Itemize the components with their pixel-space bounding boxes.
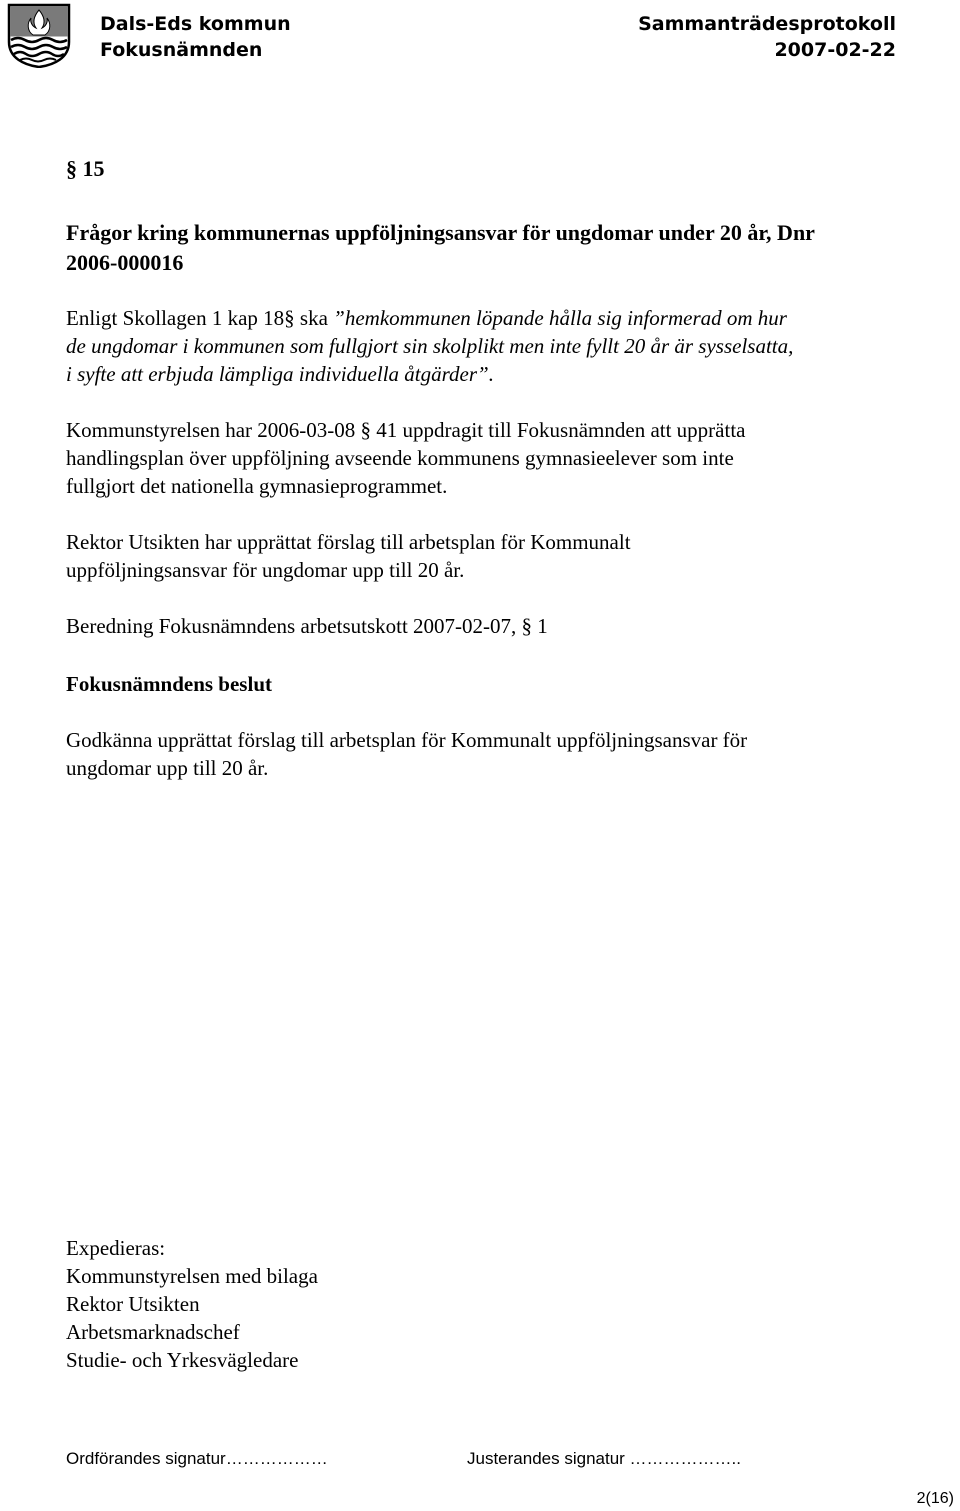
document-type: Sammanträdesprotokoll xyxy=(638,13,896,35)
distribution-recipient: Studie- och Yrkesvägledare xyxy=(66,1348,299,1372)
distribution-recipient: Rektor Utsikten xyxy=(66,1292,200,1316)
meeting-date: 2007-02-22 xyxy=(774,39,896,61)
section-symbol: § xyxy=(360,418,372,442)
section-number xyxy=(66,155,105,183)
distribution-label: Expedieras: xyxy=(66,1236,166,1260)
section-title-line-2: 2006-000016 xyxy=(66,250,184,275)
decision-line: ungdomar upp till 20 år. xyxy=(66,756,269,780)
section-title-line-1: Frågor kring kommunernas uppföljningsansvar för ungdomar under 20 år, Dnr xyxy=(66,220,815,245)
decision-heading: Fokusnämndens beslut xyxy=(66,672,272,696)
distribution-recipient: Kommunstyrelsen med bilaga xyxy=(66,1264,318,1288)
header-right xyxy=(638,11,896,63)
paragraph-school-law xyxy=(66,304,906,388)
paragraph-line: Kommunstyrelsen har 2006-03-08 § 41 uppdragit till Fokusnämnden att upprätta xyxy=(66,418,746,442)
decision-text xyxy=(66,726,906,782)
paragraph-line: fullgjort det nationella gymnasieprogrammet. xyxy=(66,474,448,498)
section-symbol: § xyxy=(284,306,295,330)
decision-line: Godkänna upprättat förslag till arbetsplan för Kommunalt uppföljningsansvar för xyxy=(66,728,748,752)
chair-signature-field: Ordförandes signatur……………… xyxy=(66,1449,328,1468)
paragraph-line: i syfte att erbjuda lämpliga individuella åtgärder”. xyxy=(66,362,494,386)
paragraph-line: uppföljningsansvar för ungdomar upp till 20 år. xyxy=(66,558,465,582)
municipality-logo xyxy=(6,2,72,68)
paragraph-proposal xyxy=(66,528,906,584)
distribution-recipient: Arbetsmarknadschef xyxy=(66,1320,240,1344)
paragraph-line: de ungdomar i kommunen som fullgjort sin skolplikt men inte fyllt 20 år är sysselsatta, xyxy=(66,334,794,358)
header-left xyxy=(100,11,291,63)
coat-of-arms-icon xyxy=(6,2,72,68)
paragraph-line: Enligt Skollagen 1 kap 18§ ska ”hemkommunen löpande hålla sig informerad om hur xyxy=(66,306,787,330)
committee-name: Fokusnämnden xyxy=(100,39,263,61)
org-name: Dals-Eds kommun xyxy=(100,13,291,35)
section-symbol: § xyxy=(521,614,533,638)
section-number-value: 15 xyxy=(82,156,105,181)
verifier-signature-field: Justerandes signatur ……………….. xyxy=(467,1449,741,1468)
paragraph-line: handlingsplan över uppföljning avseende kommunens gymnasieelever som inte xyxy=(66,446,734,470)
distribution-list xyxy=(66,1234,906,1374)
law-quote: ”hemkommunen löpande hålla sig informerad om hur xyxy=(333,306,787,330)
paragraph-line: Rektor Utsikten har upprättat förslag till arbetsplan för Kommunalt xyxy=(66,530,631,554)
section-symbol: § xyxy=(66,156,77,181)
paragraph-assignment xyxy=(66,416,906,500)
paragraph-preparation: Beredning Fokusnämndens arbetsutskott 2007-02-07, § 1 xyxy=(66,614,548,638)
page-number: 2(16) xyxy=(916,1490,954,1507)
